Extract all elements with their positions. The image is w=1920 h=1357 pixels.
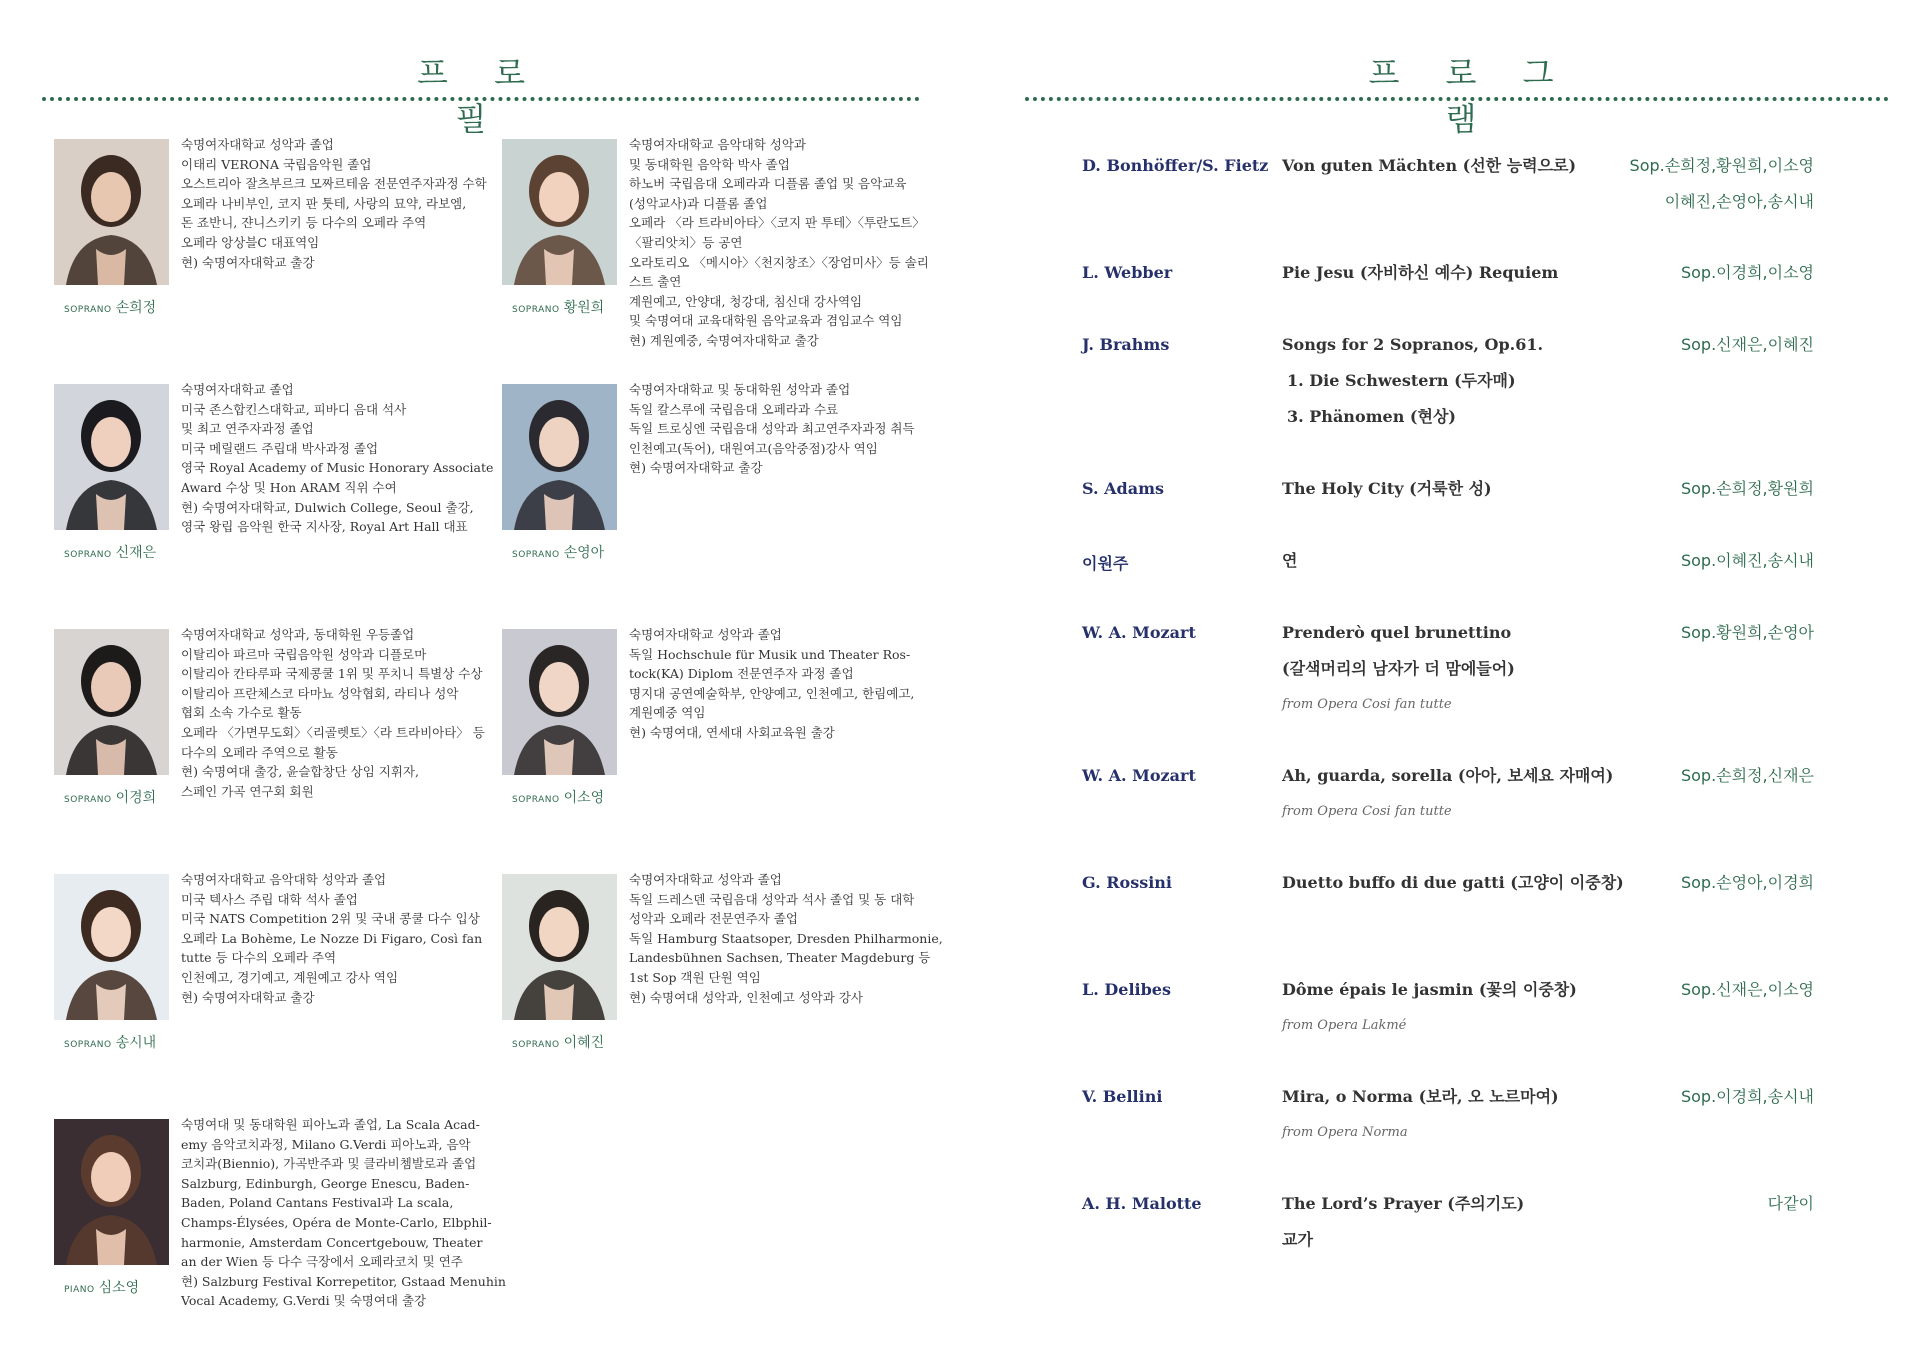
profile-bio (181, 380, 494, 537)
program-performers (1554, 148, 1814, 220)
program-performers (1554, 327, 1814, 363)
bio-line: 미국 NATS Competition 2위 및 국내 콩쿨 다수 입상 (181, 911, 480, 927)
profile-name: 황원희 (563, 300, 605, 316)
program-performers (1554, 255, 1814, 291)
profile-photo (54, 384, 169, 530)
program-performers (1554, 615, 1814, 651)
profile-bio (629, 135, 929, 351)
work-source: from Opera Norma (1282, 1125, 1408, 1140)
performer-line: Sop.신재은,이혜진 (1680, 335, 1814, 354)
work-line: The Lord’s Prayer (주의기도) (1282, 1194, 1525, 1213)
profile-name: 이경희 (115, 790, 157, 806)
profile-name: 송시내 (115, 1035, 157, 1051)
profile-bio (629, 870, 943, 1007)
program-performers (1554, 865, 1814, 901)
bio-line: 오페라 나비부인, 코지 판 툿테, 사랑의 묘약, 라보엠, (181, 195, 467, 211)
profile-name: 이혜진 (563, 1035, 605, 1051)
performer-line: Sop.손희정,황원희,이소영 (1629, 156, 1814, 175)
bio-line: 돈 죠반니, 쟌니스키키 등 다수의 오페라 주역 (181, 215, 427, 231)
bio-line: 및 최고 연주자과정 졸업 (181, 421, 314, 437)
bio-line: 미국 텍사스 주립 대학 석사 졸업 (181, 891, 358, 907)
profile-bio (181, 135, 487, 272)
profile-role: SOPRANO (512, 305, 560, 315)
profile-name: 손희정 (115, 300, 157, 316)
work-source: from Opera Lakmé (1282, 1018, 1407, 1033)
bio-line: 영국 왕립 음악원 한국 지사장, Royal Art Hall 대표 (181, 519, 468, 535)
profile-photo (502, 384, 617, 530)
bio-line: 숙명여대 및 동대학원 피아노과 졸업, La Scala Acad- (181, 1117, 480, 1132)
program-performers (1554, 1079, 1814, 1115)
bio-line: 스트 출연 (629, 274, 682, 290)
program-performers (1554, 758, 1814, 794)
bio-line: 현) 숙명여자대학교 출강 (181, 989, 315, 1005)
profile-role: SOPRANO (512, 1040, 560, 1050)
profile-name: 손영아 (563, 545, 605, 561)
bio-line: 계원예중 역임 (629, 705, 706, 721)
program-work (1282, 327, 1543, 435)
bio-line: 계원예고, 안양대, 청강대, 침신대 강사역임 (629, 293, 863, 309)
work-line: 1. Die Schwestern (두자매) (1287, 371, 1516, 390)
bio-line: 오라토리오 〈메시아〉〈천지창조〉〈장엄미사〉등 솔리 (629, 254, 929, 270)
profile-role: SOPRANO (64, 1040, 112, 1050)
bio-line: 독일 드레스덴 국립음대 성악과 석사 졸업 및 동 대학 (629, 891, 915, 907)
work-source: from Opera Cosi fan tutte (1282, 804, 1452, 819)
bio-line: 숙명여자대학교 성악과, 동대학원 우등졸업 (181, 627, 415, 642)
bio-line: 1st Sop 객원 단원 역임 (629, 969, 761, 985)
program-title: 프 로 그 램 (1368, 54, 1572, 138)
bio-line: 숙명여자대학교 음악대학 성악과 졸업 (181, 872, 387, 887)
program-composer: G. Rossini (1082, 873, 1173, 892)
performer-line: Sop.손희정,신재은 (1680, 766, 1814, 785)
bio-line: emy 음악코치과정, Milano G.Verdi 피아노과, 음악 (181, 1136, 471, 1152)
profile-caption (512, 1032, 604, 1052)
bio-line: 이태리 VERONA 국립음악원 졸업 (181, 156, 372, 172)
performer-line: 다같이 (1767, 1194, 1814, 1213)
bio-line: 코치과(Biennio), 가곡반주과 및 클라비쳄발로과 졸업 (181, 1156, 477, 1172)
profile-bio (181, 1115, 506, 1311)
bio-line: 다수의 오페라 주역으로 활동 (181, 744, 338, 760)
program-work (1282, 255, 1558, 291)
work-line: 교가 (1282, 1230, 1313, 1249)
profile-caption (512, 542, 604, 562)
bio-line: 〈팔리앗치〉등 공연 (629, 234, 743, 250)
profile-bio (629, 625, 919, 743)
profile-name: 신재은 (115, 545, 157, 561)
program-work (1282, 148, 1576, 184)
bio-line: 인천예고(독어), 대원여고(음악중점)강사 역임 (629, 440, 878, 456)
program-work (1282, 972, 1577, 1044)
bio-line: 하노버 국립음대 오페라과 디플롬 졸업 및 음악교육 (629, 176, 907, 192)
bio-line: 영국 Royal Academy of Music Honorary Associate (181, 460, 494, 476)
program-composer: 이원주 (1082, 554, 1129, 573)
profile-role: SOPRANO (512, 550, 560, 560)
bio-line: Baden, Poland Cantans Festival과 La scala, (181, 1195, 454, 1211)
bio-line: 독일 칼스루에 국립음대 오페라과 수료 (629, 401, 839, 417)
program-work (1282, 471, 1492, 507)
work-line: Prenderò quel brunettino (1282, 623, 1512, 642)
bio-line: Salzburg, Edinburgh, George Enescu, Baden- (181, 1175, 470, 1191)
bio-line: 독일 Hamburg Staatsoper, Dresden Philharmonie, (629, 930, 943, 946)
bio-line: 숙명여자대학교 졸업 (181, 382, 294, 397)
program-work (1282, 543, 1297, 579)
bio-line: 협회 소속 가수로 활동 (181, 705, 302, 721)
bio-line: 숙명여자대학교 성악과 졸업 (629, 872, 782, 887)
profile-bio (181, 870, 483, 1007)
bio-line: 오페라 La Bohème, Le Nozze Di Figaro, Così fan (181, 930, 483, 946)
work-line: Dôme épais le jasmin (꽃의 이중창) (1282, 980, 1577, 999)
work-line: The Holy City (거룩한 성) (1282, 479, 1492, 498)
bio-line: 현) 숙명여대 출강, 윤슬합창단 상임 지휘자, (181, 764, 419, 780)
work-line: Von guten Mächten (선한 능력으로) (1282, 156, 1577, 175)
work-line: Ah, guarda, sorella (아아, 보세요 자매여) (1282, 766, 1614, 785)
bio-line: 및 동대학원 음악학 박사 졸업 (629, 156, 790, 172)
program-work (1282, 615, 1515, 723)
program-composer: J. Brahms (1082, 335, 1170, 354)
program-performers (1554, 1186, 1814, 1222)
profile-role: SOPRANO (64, 550, 112, 560)
bio-line: 및 숙명여대 교육대학원 음악교육과 겸임교수 역임 (629, 313, 903, 329)
performer-line: Sop.이혜진,송시내 (1680, 551, 1814, 570)
profile-photo (502, 139, 617, 285)
work-line: Songs for 2 Sopranos, Op.61. (1282, 335, 1544, 354)
bio-line: 숙명여자대학교 성악과 졸업 (181, 137, 334, 152)
program-composer: S. Adams (1082, 479, 1165, 498)
bio-line: 현) 계원예중, 숙명여자대학교 출강 (629, 332, 819, 348)
bio-line: 현) 숙명여대 성악과, 인천예고 성악과 강사 (629, 989, 863, 1005)
profile-role: SOPRANO (64, 795, 112, 805)
bio-line: 독일 Hochschule für Musik und Theater Ros- (629, 646, 911, 662)
work-line: 3. Phänomen (현상) (1287, 407, 1456, 426)
profile-role: PIANO (64, 1285, 95, 1295)
bio-line: 숙명여자대학교 및 동대학원 성악과 졸업 (629, 382, 851, 397)
program-composer: L. Webber (1082, 263, 1173, 282)
bio-line: 인천예고, 경기예고, 계원예고 강사 역임 (181, 969, 399, 985)
performer-line: Sop.신재은,이소영 (1680, 980, 1814, 999)
program-performers (1554, 471, 1814, 507)
profile-photo (502, 629, 617, 775)
performer-line: Sop.이경희,이소영 (1680, 263, 1814, 282)
profile-photo (54, 139, 169, 285)
bio-line: tock(KA) Diplom 전문연주자 과정 졸업 (629, 666, 854, 682)
program-composer: A. H. Malotte (1082, 1194, 1202, 1213)
work-line: Duetto buffo di due gatti (고양이 이중창) (1282, 873, 1624, 892)
bio-line: an der Wien 등 다수 극장에서 오페라코치 및 연주 (181, 1254, 463, 1270)
profile-role: SOPRANO (512, 795, 560, 805)
bio-line: 스페인 가곡 연구회 회원 (181, 783, 314, 799)
program-divider (1025, 97, 1889, 101)
program-composer: W. A. Mozart (1082, 766, 1196, 785)
work-line: 연 (1282, 551, 1298, 570)
profile-photo (54, 629, 169, 775)
profile-bio (181, 625, 485, 801)
work-source: from Opera Cosi fan tutte (1282, 697, 1452, 712)
bio-line: Award 수상 및 Hon ARAM 직위 수여 (181, 479, 397, 495)
program-performers (1554, 972, 1814, 1008)
bio-line: 오페라 〈라 트라비아타〉〈코지 판 투테〉〈투란도트〉 (629, 215, 925, 231)
work-line: (갈색머리의 남자가 더 맘에들어) (1282, 659, 1515, 678)
bio-line: 이탈리아 프란체스코 타마뇨 성악협회, 라티나 성악 (181, 685, 459, 701)
program-work (1282, 1079, 1559, 1151)
profile-caption (64, 542, 156, 562)
bio-line: 숙명여자대학교 음악대학 성악과 (629, 137, 806, 152)
bio-line: 이탈리아 칸타루파 국제콩쿨 1위 및 푸치니 특별상 수상 (181, 666, 483, 682)
bio-line: 미국 메릴랜드 주립대 박사과정 졸업 (181, 440, 379, 456)
profile-divider (42, 97, 920, 101)
bio-line: 오페라 앙상블C 대표역임 (181, 234, 320, 250)
performer-line: Sop.이경희,송시내 (1680, 1087, 1814, 1106)
profile-photo (54, 1119, 169, 1265)
bio-line: Landesbühnen Sachsen, Theater Magdeburg 등 (629, 950, 931, 966)
bio-line: harmonie, Amsterdam Concertgebouw, Theater (181, 1234, 483, 1250)
program-performers (1554, 543, 1814, 579)
profile-name: 심소영 (98, 1280, 140, 1296)
bio-line: 현) 숙명여자대학교, Dulwich College, Seoul 출강, (181, 499, 474, 515)
bio-line: Champs-Élysées, Opéra de Monte-Carlo, Elbphil- (181, 1214, 492, 1230)
profile-caption (512, 787, 604, 807)
performer-line: Sop.손희정,황원희 (1680, 479, 1814, 498)
program-composer: W. A. Mozart (1082, 623, 1196, 642)
bio-line: 현) Salzburg Festival Korrepetitor, Gstaad Menuhin (181, 1273, 506, 1289)
bio-line: 미국 존스합킨스대학교, 피바디 음대 석사 (181, 401, 407, 417)
profile-caption (64, 297, 156, 317)
bio-line: 현) 숙명여자대학교 출강 (629, 460, 763, 476)
profile-caption (64, 1277, 139, 1297)
profile-caption (64, 1032, 156, 1052)
profile-name: 이소영 (563, 790, 605, 806)
bio-line: (성악교사)과 디플롬 졸업 (629, 195, 768, 211)
profile-role: SOPRANO (64, 305, 112, 315)
profile-caption (512, 297, 604, 317)
bio-line: 숙명여자대학교 성악과 졸업 (629, 627, 782, 642)
program-composer: D. Bonhöffer/S. Fietz (1082, 156, 1269, 175)
bio-line: 오페라 〈가면무도회〉〈리골렛토〉〈라 트라비아타〉 등 (181, 724, 485, 740)
work-line: Mira, o Norma (보라, 오 노르마여) (1282, 1087, 1559, 1106)
bio-line: tutte 등 다수의 오페라 주역 (181, 950, 337, 966)
performer-line: Sop.손영아,이경희 (1680, 873, 1814, 892)
bio-line: 현) 숙명여대, 연세대 사회교육원 출강 (629, 724, 835, 740)
bio-line: 성악과 오페라 전문연주자 졸업 (629, 911, 798, 927)
work-line: Pie Jesu (자비하신 예수) Requiem (1282, 263, 1559, 282)
profile-photo (502, 874, 617, 1020)
bio-line: 오스트리아 잘츠부르크 모짜르테움 전문연주자과정 수학 (181, 176, 487, 192)
bio-line: Vocal Academy, G.Verdi 및 숙명여대 출강 (181, 1293, 427, 1309)
program-composer: V. Bellini (1082, 1087, 1163, 1106)
profile-bio (629, 380, 919, 478)
program-composer: L. Delibes (1082, 980, 1171, 999)
bio-line: 독일 트로싱엔 국립음대 성악과 최고연주자과정 취득 (629, 421, 915, 437)
bio-line: 이탈리아 파르마 국립음악원 성악과 디플로마 (181, 646, 427, 662)
profile-photo (54, 874, 169, 1020)
performer-line: 이혜진,손영아,송시내 (1664, 192, 1814, 211)
bio-line: 현) 숙명여자대학교 출강 (181, 254, 315, 270)
profile-caption (64, 787, 156, 807)
performer-line: Sop.황원희,손영아 (1680, 623, 1814, 642)
profile-title: 프 로 필 (417, 54, 543, 138)
program-work (1282, 1186, 1524, 1258)
bio-line: 명지대 공연예술학부, 안양예고, 인천예고, 한림예고, (629, 685, 915, 701)
